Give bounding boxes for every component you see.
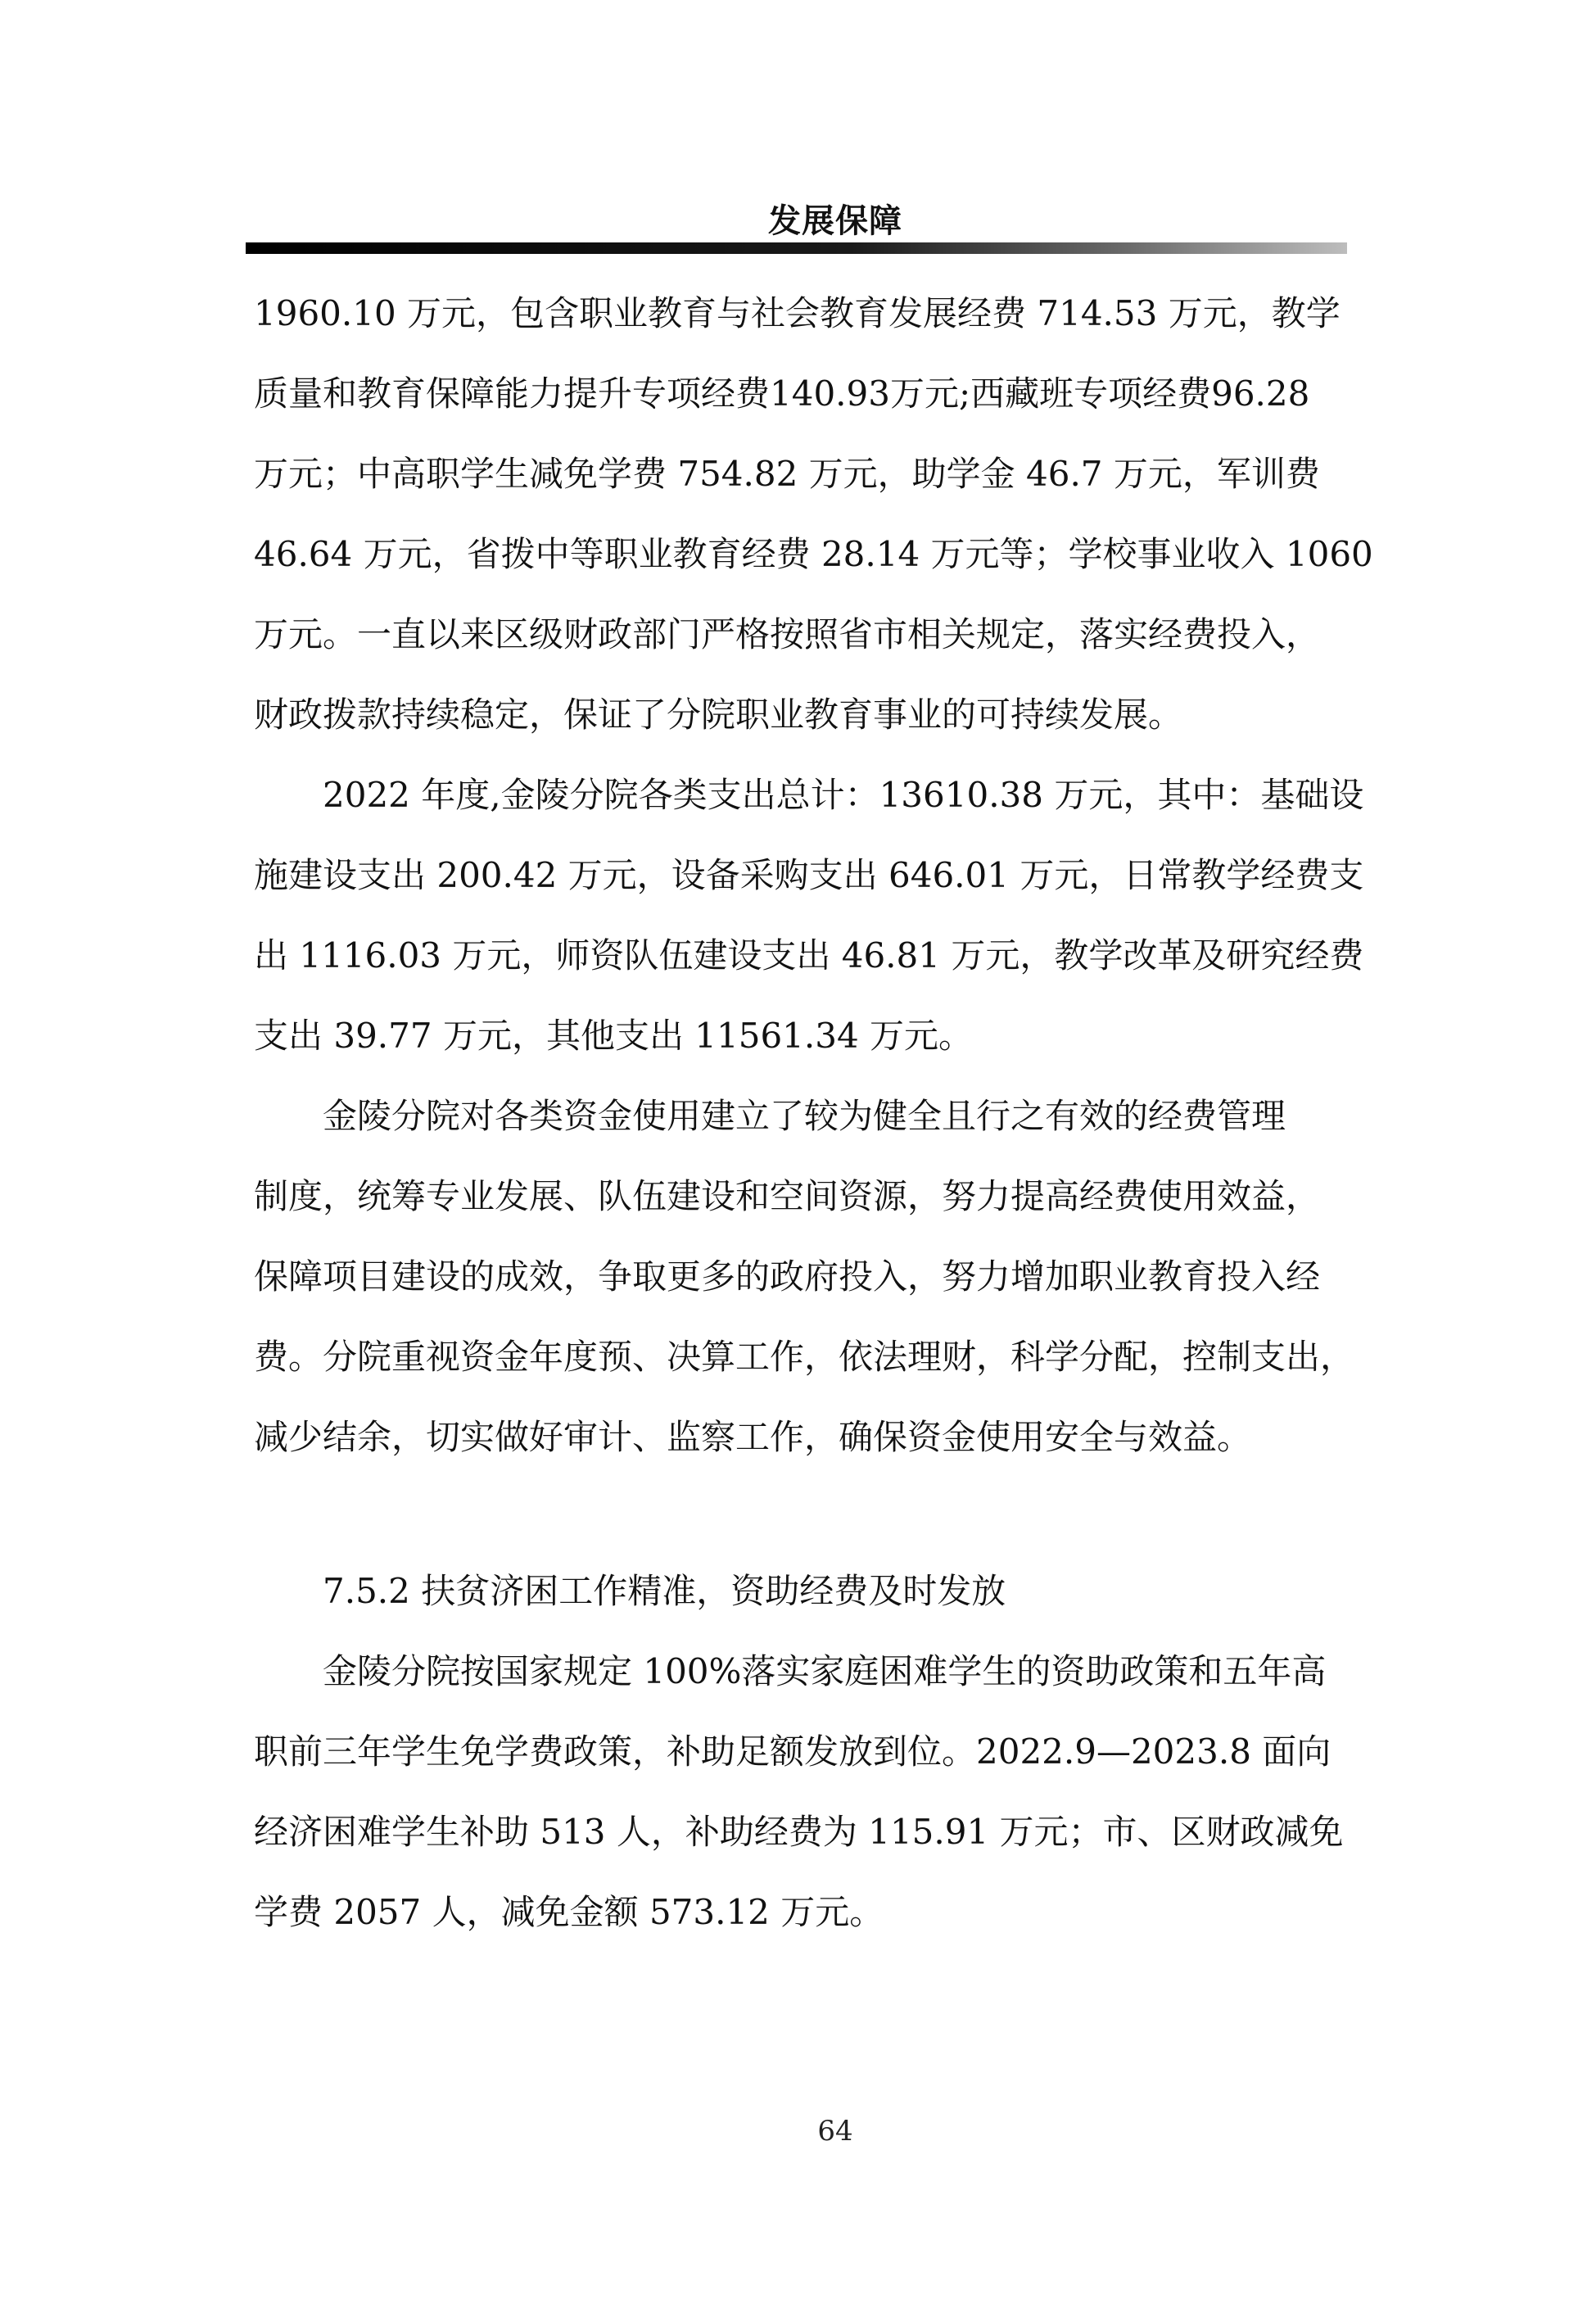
paragraph-aid-line-3: 经济困难学生补助 513 人，补助经费为 115.91 万元；市、区财政减免 <box>254 1812 1344 1852</box>
body-line-4: 46.64 万元，省拨中等职业教育经费 28.14 万元等；学校事业收入 1060 <box>254 534 1373 574</box>
paragraph-expenditure-line-2: 施建设支出 200.42 万元，设备采购支出 646.01 万元，日常教学经费支 <box>254 855 1364 895</box>
body-line-6: 财政拨款持续稳定，保证了分院职业教育事业的可持续发展。 <box>254 695 1183 735</box>
page-number: 64 <box>817 2115 853 2148</box>
running-header-title: 发展保障 <box>768 202 902 240</box>
body-line-2: 质量和教育保障能力提升专项经费140.93万元;西藏班专项经费96.28 <box>254 373 1310 414</box>
paragraph-expenditure-line-4: 支出 39.77 万元，其他支出 11561.34 万元。 <box>254 1016 974 1056</box>
body-line-1: 1960.10 万元，包含职业教育与社会教育发展经费 714.53 万元，教学 <box>254 293 1341 333</box>
paragraph-management-line-3: 保障项目建设的成效，争取更多的政府投入，努力增加职业教育投入经 <box>254 1256 1321 1297</box>
header-rule <box>246 242 1347 254</box>
paragraph-aid-line-1: 金陵分院按国家规定 100%落实家庭困难学生的资助政策和五年高 <box>323 1651 1327 1691</box>
paragraph-expenditure-line-3: 出 1116.03 万元，师资队伍建设支出 46.81 万元，教学改革及研究经费 <box>254 935 1364 975</box>
paragraph-expenditure-line-1: 2022 年度,金陵分院各类支出总计：13610.38 万元，其中：基础设 <box>323 775 1364 815</box>
body-line-5: 万元。一直以来区级财政部门严格按照省市相关规定，落实经费投入， <box>254 614 1321 654</box>
paragraph-management-line-1: 金陵分院对各类资金使用建立了较为健全且行之有效的经费管理 <box>323 1096 1286 1136</box>
section-heading-7-5-2: 7.5.2 扶贫济困工作精准，资助经费及时发放 <box>323 1571 1006 1611</box>
paragraph-management-line-5: 减少结余，切实做好审计、监察工作，确保资金使用安全与效益。 <box>254 1417 1252 1457</box>
paragraph-aid-line-2: 职前三年学生免学费政策，补助足额发放到位。2022.9—2023.8 面向 <box>254 1731 1332 1772</box>
body-line-3: 万元；中高职学生减免学费 754.82 万元，助学金 46.7 万元，军训费 <box>254 454 1320 494</box>
paragraph-aid-line-4: 学费 2057 人，减免金额 573.12 万元。 <box>254 1892 884 1932</box>
paragraph-management-line-2: 制度，统筹专业发展、队伍建设和空间资源，努力提高经费使用效益， <box>254 1176 1321 1216</box>
paragraph-management-line-4: 费。分院重视资金年度预、决算工作，依法理财，科学分配，控制支出， <box>254 1337 1355 1377</box>
